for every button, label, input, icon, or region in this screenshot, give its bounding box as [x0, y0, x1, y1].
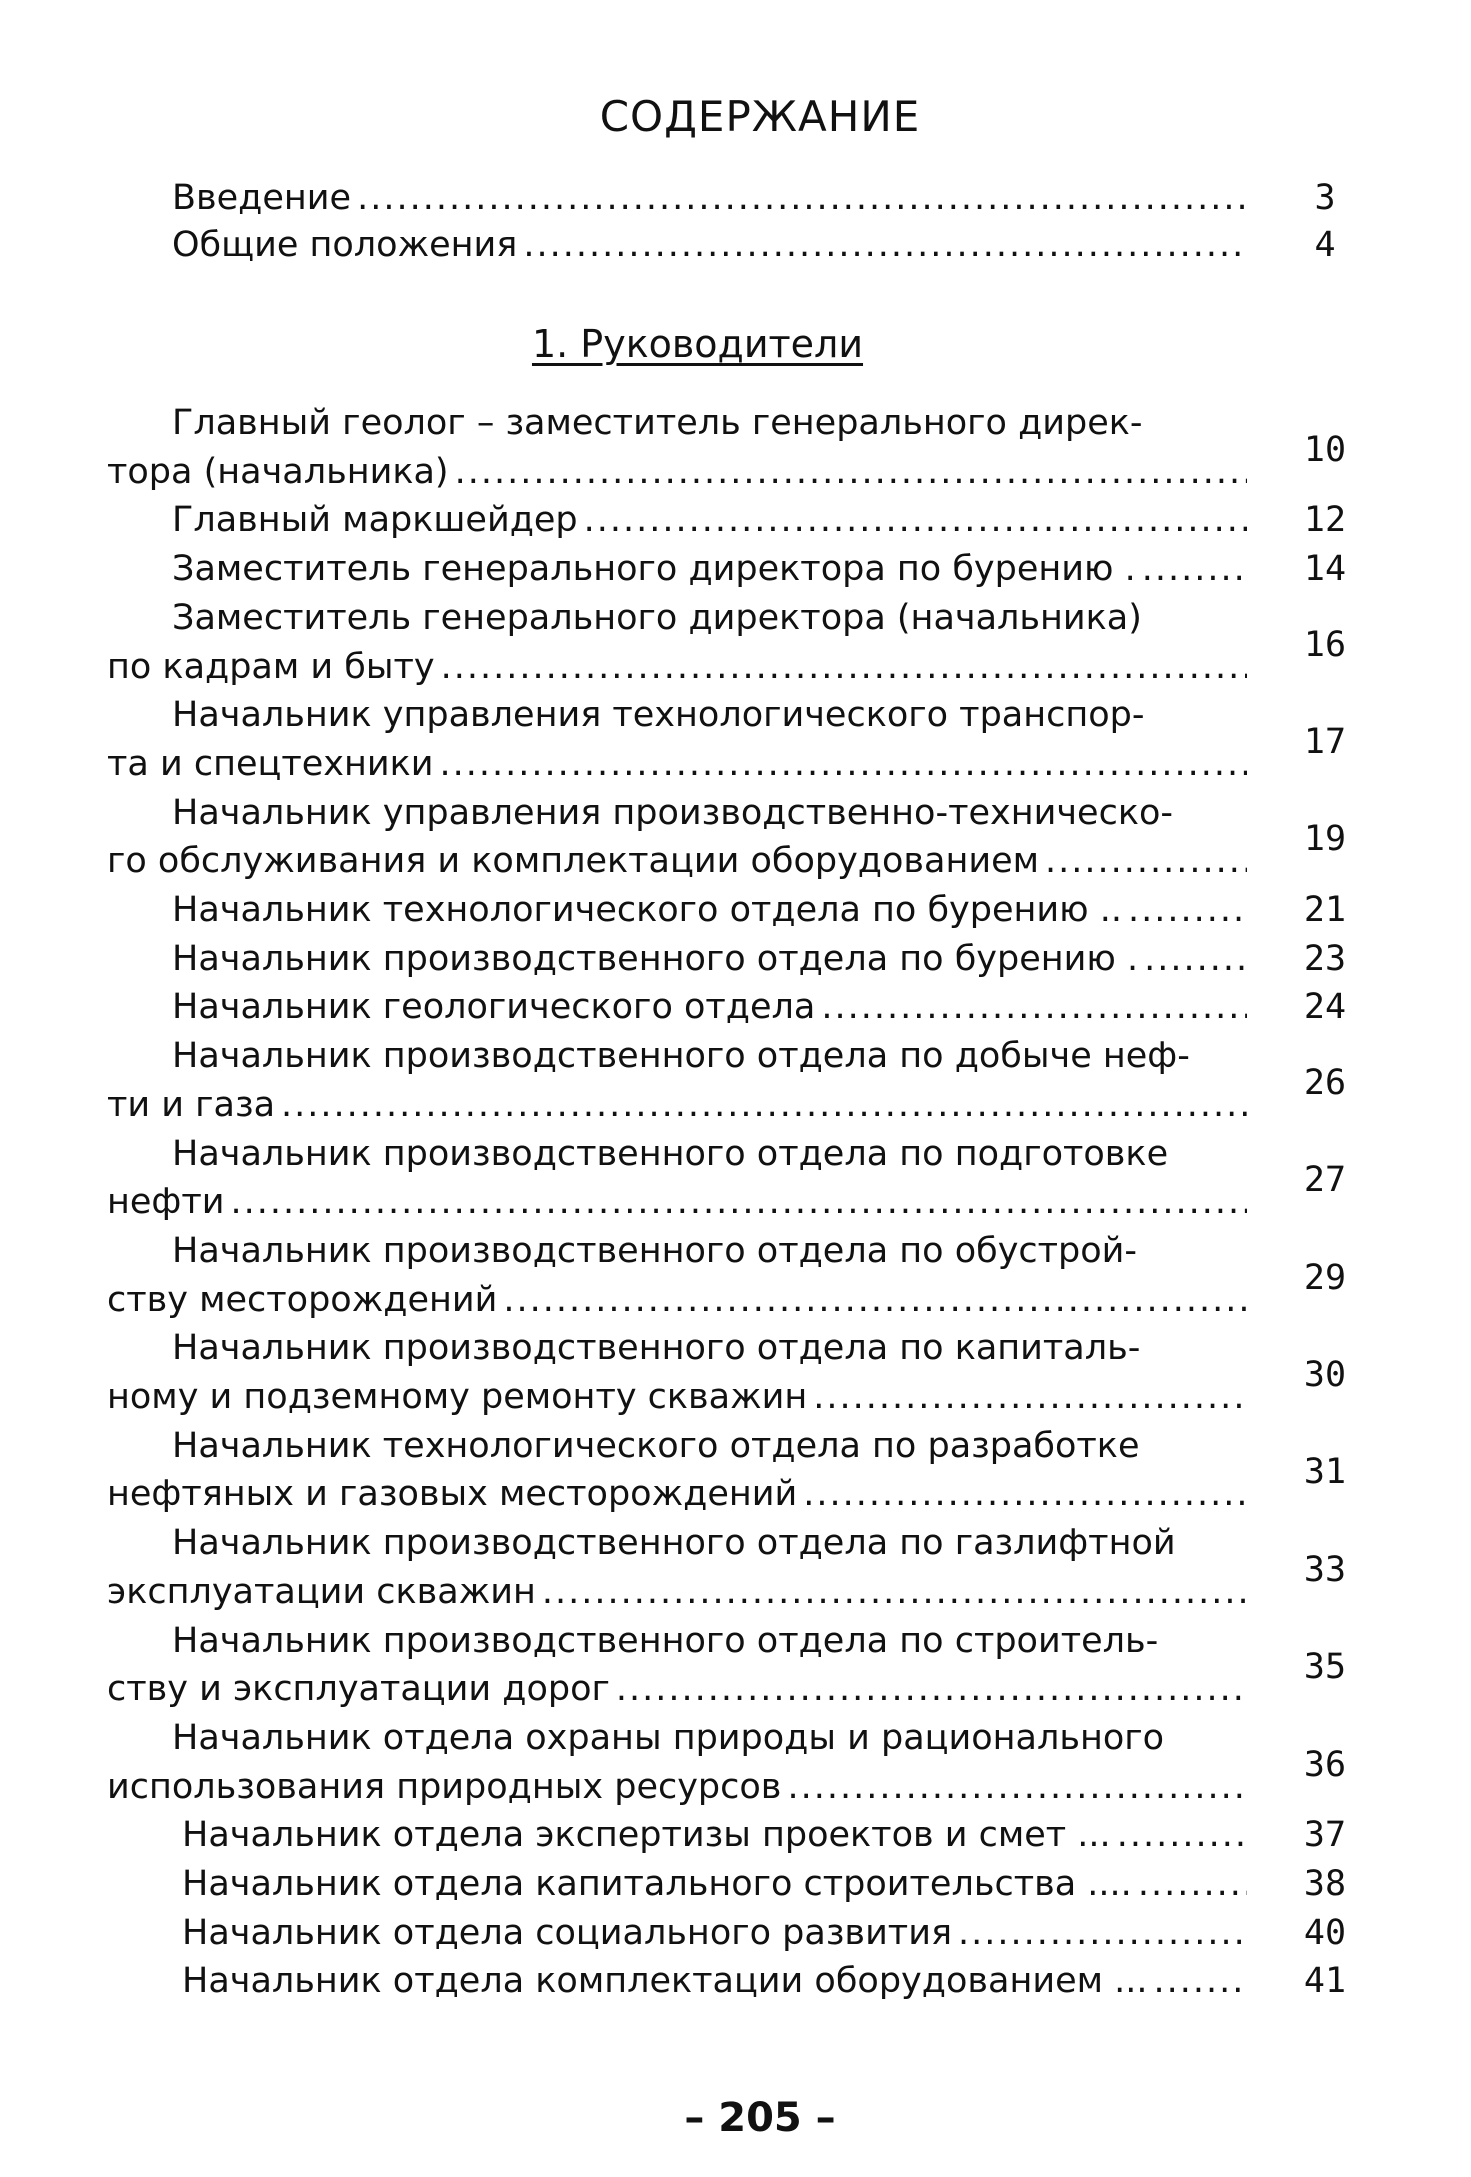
toc-page-number: 29: [1303, 1257, 1347, 1298]
toc-entry-line: [107, 1471, 1253, 1517]
toc-entry-line: [172, 546, 1253, 592]
toc-entry-text: Заместитель генерального директора (начальника): [172, 597, 1142, 638]
leader-dots: [230, 1179, 1247, 1225]
toc-entry-text: Начальник производственного отдела по подготовке: [172, 1133, 1169, 1174]
toc-entry-line: [172, 790, 1253, 836]
toc-entry-line: [182, 1958, 1253, 2004]
toc-entry-text: Начальник производственного отдела по обустрой-: [172, 1230, 1138, 1271]
toc-page-number: 31: [1303, 1452, 1347, 1493]
toc-page-number: 27: [1303, 1160, 1347, 1201]
toc-entry-general: [172, 222, 1253, 268]
toc-entry-line: [107, 1082, 1253, 1128]
toc-entry-text: эксплуатации скважин: [107, 1571, 536, 1612]
toc-page-number: 24: [1303, 987, 1347, 1028]
toc-page-number: 26: [1303, 1062, 1347, 1103]
toc-entry-line: [172, 936, 1253, 982]
toc-entry-text: Общие положения: [172, 225, 518, 265]
toc-page-number: 12: [1303, 500, 1347, 541]
leader-dots: [584, 497, 1247, 543]
toc-entry-text: Начальник отдела охраны природы и рационального: [172, 1717, 1165, 1758]
leader-dots: [813, 1374, 1247, 1420]
toc-entry-text: Начальник производственного отдела по добыче неф-: [172, 1036, 1190, 1077]
toc-entry-line: [107, 1277, 1253, 1323]
toc-entry-line: [172, 1423, 1253, 1469]
toc-entry-line: [182, 1910, 1253, 1956]
toc-entry-text: тора (начальника): [107, 451, 449, 492]
leader-dots: [542, 1569, 1247, 1615]
toc-entry-line: [172, 400, 1253, 446]
toc-entry-line: [172, 692, 1253, 738]
leader-dots: [503, 1277, 1247, 1323]
toc-page-number: 21: [1303, 890, 1347, 930]
toc-entry-text: го обслуживания и комплектации оборудованием: [107, 841, 1040, 882]
toc-page-number: 23: [1303, 938, 1347, 979]
leader-dots: [787, 1764, 1247, 1810]
toc-entry-line: [172, 1033, 1253, 1079]
leader-dots: [803, 1471, 1247, 1517]
leader-dots: [1138, 1861, 1247, 1907]
toc-entry-line: [172, 984, 1253, 1030]
toc-entry-text: Начальник производственного отдела по строитель-: [172, 1620, 1159, 1661]
toc-page-number: 35: [1303, 1647, 1347, 1688]
toc-entry-line: [107, 1764, 1253, 1810]
toc-entry-line: [172, 595, 1253, 641]
toc-entry-line: [107, 449, 1253, 495]
toc-entry-line: [107, 1569, 1253, 1615]
toc-entry-line: [182, 1812, 1253, 1858]
toc-entry-text: Начальник отдела комплектации оборудованием ...: [182, 1961, 1148, 2002]
leader-dots: [1144, 936, 1247, 982]
toc-entry-line: [107, 644, 1253, 690]
toc-entry-text: использования природных ресурсов: [107, 1766, 782, 1807]
leader-dots: [821, 984, 1247, 1030]
leader-dots: [1154, 1958, 1247, 2004]
toc-entry-line: [172, 1715, 1253, 1761]
toc-page-number: 3: [1314, 178, 1336, 218]
toc-entry-line: [172, 1520, 1253, 1566]
toc-entry-text: Начальник технологического отдела по бурению ..: [172, 890, 1122, 930]
toc-entry-text: по кадрам и быту: [107, 646, 435, 687]
toc-entry-text: ти и газа: [107, 1084, 276, 1125]
toc-page-number: 30: [1303, 1355, 1347, 1395]
leader-dots: [1128, 887, 1247, 933]
toc-entry-text: нефти: [107, 1182, 225, 1223]
toc-entry-text: та и спецтехники: [107, 743, 434, 784]
toc-entry-line: [172, 1228, 1253, 1274]
leader-dots: [616, 1666, 1247, 1712]
toc-entry-text: Заместитель генерального директора по бурению .: [172, 549, 1136, 590]
leader-dots: [439, 741, 1247, 787]
toc-entry-text: Начальник производственного отдела по газлифтной: [172, 1523, 1176, 1564]
toc-entry-line: [182, 1861, 1253, 1907]
leader-dots: [441, 644, 1247, 690]
leader-dots: [357, 175, 1247, 221]
toc-entry-text: Начальник технологического отдела по разработке: [172, 1425, 1140, 1466]
toc-page-number: 36: [1303, 1744, 1347, 1785]
toc-entry-line: [107, 1666, 1253, 1712]
toc-entry-text: ству и эксплуатации дорог: [107, 1669, 610, 1710]
leader-dots: [958, 1910, 1247, 1956]
section-heading: 1. Руководители: [531, 322, 864, 366]
toc-page-number: 4: [1314, 225, 1336, 265]
leader-dots: [1142, 546, 1247, 592]
toc-entry-text: Главный маркшейдер: [172, 500, 578, 541]
toc-entry-text: ству месторождений: [107, 1279, 498, 1320]
toc-entry-text: нефтяных и газовых месторождений: [107, 1474, 798, 1515]
leader-dots: [1045, 838, 1247, 884]
toc-page-number: 14: [1303, 549, 1347, 590]
toc-page-number: 19: [1303, 819, 1347, 860]
toc-page-number: 10: [1303, 429, 1347, 470]
toc-entry-text: Начальник отдела экспертизы проектов и смет ...: [182, 1815, 1111, 1856]
toc-entry-text: Начальник отдела социального развития: [182, 1912, 952, 1953]
toc-entry-line: [172, 887, 1253, 933]
toc-page-number: 40: [1303, 1912, 1347, 1953]
page-number-footer: – 205 –: [684, 2095, 836, 2141]
toc-page-number: 38: [1303, 1864, 1347, 1904]
leader-dots: [1117, 1812, 1247, 1858]
toc-entry-text: Начальник производственного отдела по капиталь-: [172, 1328, 1141, 1369]
toc-entry-text: ному и подземному ремонту скважин: [107, 1377, 808, 1417]
toc-entry-text: Начальник управления производственно-техническо-: [172, 792, 1174, 833]
page-title: СОДЕРЖАНИЕ: [599, 92, 921, 141]
leader-dots: [523, 222, 1247, 268]
toc-page-number: 33: [1303, 1549, 1347, 1590]
leader-dots: [455, 449, 1247, 495]
toc-page-number: 16: [1303, 624, 1347, 665]
toc-entry-text: Начальник управления технологического транспор-: [172, 695, 1145, 736]
toc-entry-line: [172, 1325, 1253, 1371]
toc-entry-line: [107, 1374, 1253, 1420]
toc-page-number: 17: [1303, 721, 1347, 762]
leader-dots: [281, 1082, 1247, 1128]
toc-entry-text: Главный геолог – заместитель генерального дирек-: [172, 403, 1143, 443]
toc-entry-line: [107, 741, 1253, 787]
toc-page-number: 41: [1303, 1961, 1347, 2002]
toc-entry-line: [107, 1179, 1253, 1225]
toc-page-number: 37: [1303, 1815, 1347, 1856]
toc-entry-line: [107, 838, 1253, 884]
toc-entry-text: Начальник производственного отдела по бурению .: [172, 938, 1139, 979]
toc-entry-line: [172, 1131, 1253, 1177]
toc-entry-text: Начальник отдела капитального строительства ....: [182, 1864, 1132, 1904]
toc-entry-intro: [172, 175, 1253, 221]
toc-entry-text: Начальник геологического отдела: [172, 987, 816, 1028]
toc-entry-line: [172, 497, 1253, 543]
toc-entry-text: Введение: [172, 178, 352, 218]
toc-entry-line: [172, 1618, 1253, 1664]
